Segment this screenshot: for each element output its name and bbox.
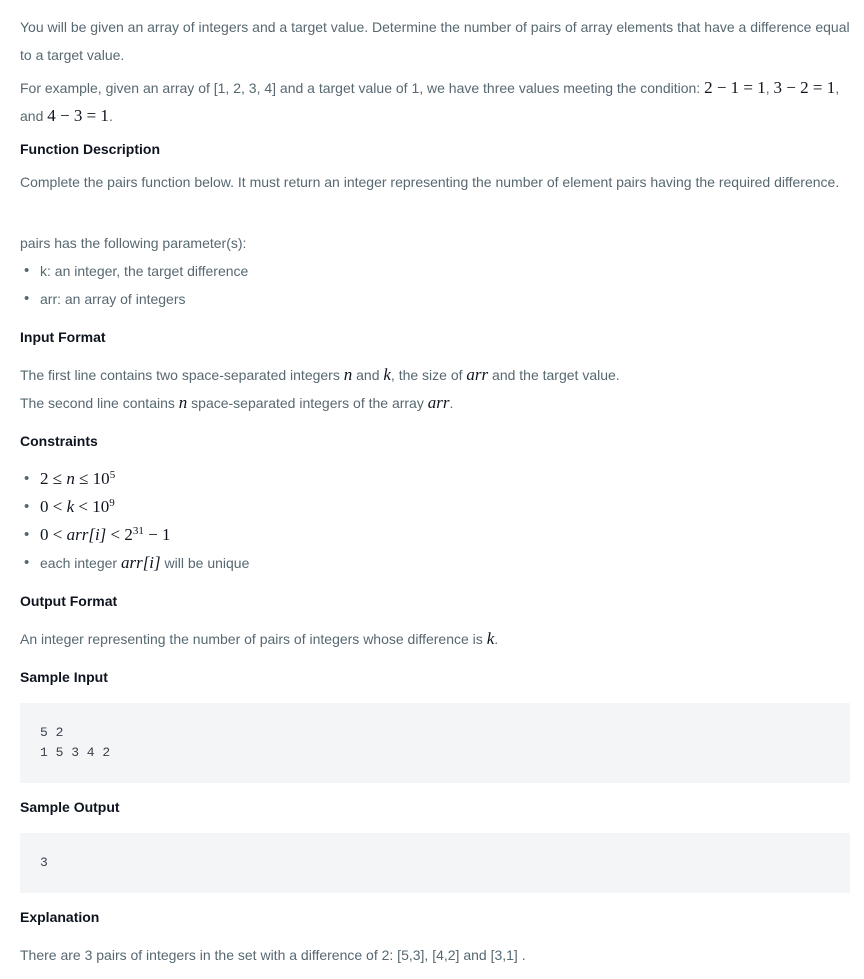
bullet-icon: • — [24, 290, 30, 307]
example-text: For example, given an array of [1, 2, 3, 4] and a target value of 1, we have three values meeting the condition: — [20, 80, 701, 96]
output-format-text: An integer representing the number of pairs of integers whose difference is k. — [20, 629, 499, 648]
constraint-k-upper: < 10 — [78, 497, 110, 516]
input-line1-and: and — [356, 367, 380, 383]
bullet-icon: • — [24, 498, 30, 515]
function-description-body: Complete the pairs function below. It must return an integer representing the number of element pairs having the required difference. — [20, 174, 840, 190]
sample-input-code: 5 2 1 5 3 4 2 — [20, 703, 850, 783]
params-intro — [20, 229, 850, 257]
params-intro-text: pairs has the following parameter(s): — [20, 235, 247, 251]
constraint-n — [40, 469, 115, 488]
var-k: k — [66, 497, 75, 516]
sample-input-heading: Sample Input — [20, 669, 108, 685]
var-n: n — [343, 365, 353, 384]
constraint-k — [40, 497, 115, 516]
intro-text: You will be given an array of integers and a target value. Determine the number of pairs of array elements that have a difference equal to a target value. — [20, 19, 850, 63]
constraint-n-exp: 5 — [109, 469, 116, 481]
example-expr-2: 3 − 2 = 1 — [773, 78, 836, 97]
param-k: k: an integer, the target difference — [40, 263, 249, 279]
example-expr-3: 4 − 3 = 1 — [47, 106, 109, 125]
constraints-heading: Constraints — [20, 433, 98, 449]
bullet-icon: • — [24, 262, 30, 279]
constraint-k-exp: 9 — [109, 497, 115, 509]
var-arr: arr — [66, 525, 89, 544]
input-line2-a: The second line contains — [20, 395, 175, 411]
var-n: n — [178, 393, 188, 412]
constraint-arr-exp: 31 — [132, 525, 144, 537]
example-expr-1: 2 − 1 = 1 — [704, 78, 766, 97]
constraint-arr-lower: 0 < — [40, 525, 63, 544]
constraint-n-lower: 2 ≤ — [40, 469, 63, 488]
list-item — [20, 493, 850, 521]
constraint-arr-minus: − 1 — [148, 525, 171, 544]
constraint-unique-b: will be unique — [164, 555, 250, 571]
intro-paragraph — [20, 13, 850, 69]
bullet-icon: • — [24, 526, 30, 543]
input-line2-b: space-separated integers of the array — [191, 395, 424, 411]
explanation-text — [20, 941, 850, 969]
constraint-arr-upper: < 2 — [110, 525, 133, 544]
sample-output-code: 3 — [20, 833, 850, 893]
explanation-body: There are 3 pairs of integers in the set with a difference of 2: [5,3], [4,2] and [3,1] . — [20, 947, 526, 963]
function-description-text — [20, 168, 850, 196]
constraint-k-lower: 0 < — [40, 497, 63, 516]
arr-index: [i] — [88, 525, 107, 544]
output-format-body: An integer representing the number of pairs of integers whose difference is — [20, 631, 483, 647]
var-arr: arr — [120, 553, 143, 572]
list-item — [20, 521, 850, 549]
input-line1-c: and the target value. — [492, 367, 620, 383]
var-arr: arr — [427, 393, 450, 412]
input-format-heading: Input Format — [20, 329, 106, 345]
var-k: k — [383, 365, 391, 384]
arr-i — [121, 553, 161, 572]
arr-index: [i] — [142, 553, 161, 572]
input-line1-b: , the size of — [390, 367, 463, 383]
example-and: , and — [20, 80, 840, 124]
input-line1-a: The first line contains two space-separated integers — [20, 367, 340, 383]
sample-output-heading: Sample Output — [20, 799, 120, 815]
constraint-arr — [40, 525, 170, 544]
list-item — [20, 257, 850, 285]
input-format-line-2: The second line contains n space-separated integers of the array arr. — [20, 393, 454, 412]
params-list — [20, 257, 850, 313]
constraint-n-upper: ≤ 10 — [79, 469, 110, 488]
constraint-unique-a: each integer — [40, 555, 118, 571]
list-item — [20, 549, 850, 577]
explanation-heading: Explanation — [20, 909, 100, 925]
bullet-icon: • — [24, 554, 30, 571]
var-k: k — [486, 629, 495, 648]
var-n: n — [66, 469, 75, 488]
constraints-list — [20, 465, 850, 577]
list-item — [20, 465, 850, 493]
input-format-line-1 — [20, 361, 850, 389]
var-arr: arr — [466, 365, 489, 384]
list-item — [20, 285, 850, 313]
bullet-icon: • — [24, 470, 30, 487]
example-paragraph: For example, given an array of [1, 2, 3, 4] and a target value of 1, we have three values meeting the condition: 2 − 1 = 1, 3 − 2 = 1, and 4 − 3 = 1. — [20, 78, 840, 125]
function-description-heading: Function Description — [20, 141, 160, 157]
param-arr: arr: an array of integers — [40, 291, 186, 307]
output-format-heading: Output Format — [20, 593, 118, 609]
